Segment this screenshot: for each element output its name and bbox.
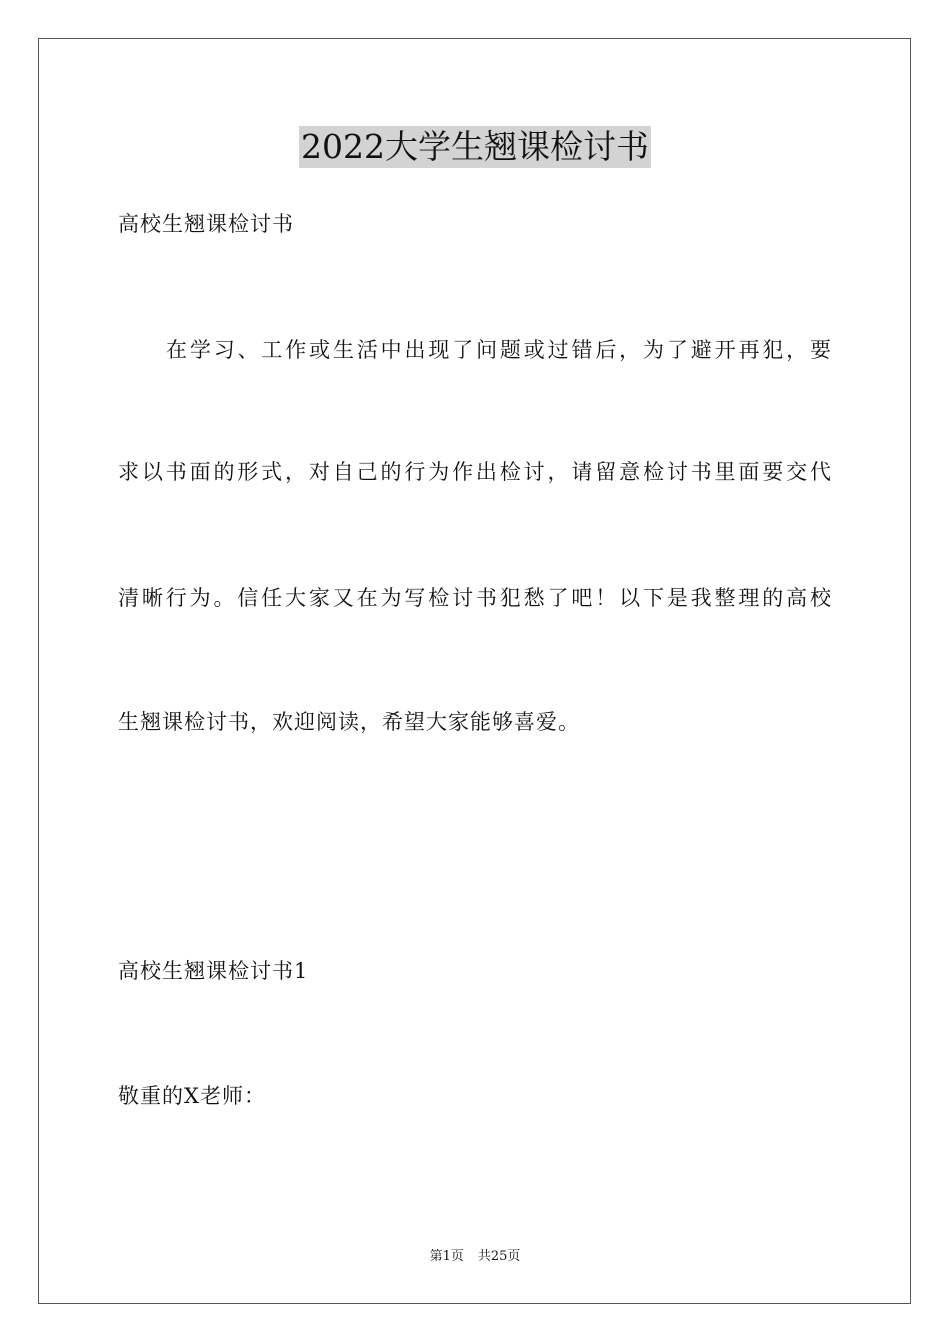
intro-line-2: 求以书面的形式，对自己的行为作出检讨，请留意检讨书里面要交代	[118, 460, 832, 484]
intro-line-1: 在学习、工作或生活中出现了问题或过错后，为了避开再犯，要	[166, 338, 832, 362]
intro-line-3: 清晰行为。信任大家又在为写检讨书犯愁了吧！以下是我整理的高校	[118, 586, 832, 610]
intro-line-4: 生翘课检讨书，欢迎阅读，希望大家能够喜爱。	[118, 710, 580, 734]
section-heading: 高校生翘课检讨书1	[118, 959, 309, 983]
document-subtitle: 高校生翘课检讨书	[118, 212, 294, 236]
title-container	[0, 126, 950, 168]
page-number-current: 第1页	[429, 1249, 464, 1264]
page-number-total: 共25页	[477, 1249, 521, 1264]
salutation: 敬重的X老师：	[118, 1084, 266, 1108]
page-footer	[0, 1248, 950, 1266]
document-title: 2022大学生翘课检讨书	[301, 127, 649, 166]
